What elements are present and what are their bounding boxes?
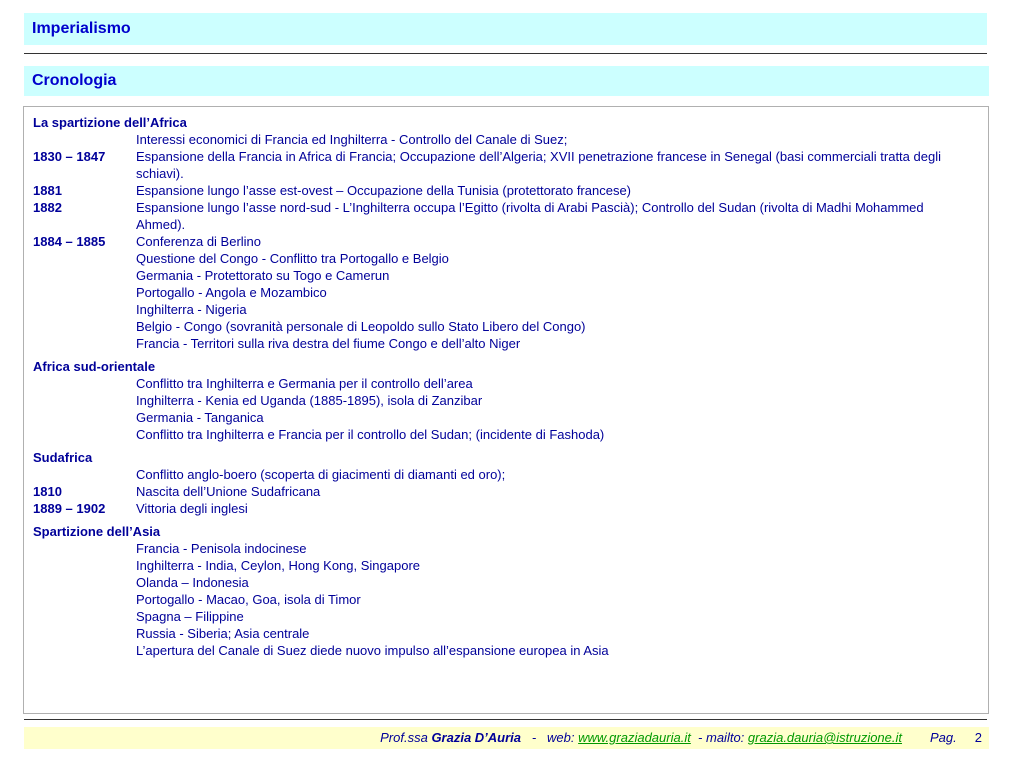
chronology-row	[33, 591, 988, 608]
row-text: Inghilterra - India, Ceylon, Hong Kong, Singapore	[136, 558, 421, 573]
row-date: 1882	[33, 200, 62, 215]
group-title: Africa sud-orientale	[33, 359, 156, 374]
chronology-row	[33, 483, 988, 500]
row-text: Belgio - Congo (sovranità personale di Leopoldo sullo Stato Libero del Congo)	[136, 319, 586, 334]
chronology-row	[33, 267, 988, 284]
footer-web-label: - web:	[521, 730, 579, 745]
row-text: Espansione della Francia in Africa di Francia; Occupazione dell’Algeria; XVII penetrazione francese in Senegal (basi commerciali tratta degli schiavi).	[136, 149, 941, 181]
chronology-row	[33, 426, 988, 443]
row-text: Germania - Tanganica	[136, 410, 264, 425]
row-date	[33, 642, 136, 659]
row-text: Questione del Congo - Conflitto tra Portogallo e Belgio	[136, 251, 449, 266]
row-date	[33, 540, 136, 557]
row-date	[33, 318, 136, 335]
row-date	[33, 267, 136, 284]
row-date	[33, 375, 136, 392]
chronology-row	[33, 500, 988, 517]
row-text: Portogallo - Macao, Goa, isola di Timor	[136, 592, 361, 607]
row-date	[33, 625, 136, 642]
footer-mail-label: - mailto:	[690, 730, 748, 745]
chronology-row	[33, 131, 988, 148]
chronology-row	[33, 199, 988, 233]
website-link[interactable]: www.graziadauria.it	[578, 730, 691, 745]
row-text: Germania - Protettorato su Togo e Camerun	[136, 268, 390, 283]
page-label: Pag.	[930, 730, 957, 745]
footer-author: Grazia D’Auria	[431, 730, 522, 745]
row-date: 1830 – 1847	[33, 149, 106, 164]
row-text: Espansione lungo l’asse est-ovest – Occupazione della Tunisia (protettorato francese)	[136, 183, 632, 198]
section-header	[24, 66, 989, 96]
row-text: Nascita dell’Unione Sudafricana	[136, 484, 321, 499]
chronology-row	[33, 148, 988, 182]
page-number: 2	[974, 730, 982, 745]
row-date	[33, 426, 136, 443]
row-date	[33, 250, 136, 267]
email-link[interactable]: grazia.dauria@istruzione.it	[747, 730, 903, 745]
row-date	[33, 409, 136, 426]
chronology-row	[33, 250, 988, 267]
row-date	[33, 335, 136, 352]
row-text: Francia - Penisola indocinese	[136, 541, 307, 556]
row-text: Inghilterra - Kenia ed Uganda (1885-1895), isola di Zanzibar	[136, 393, 483, 408]
row-text: Interessi economici di Francia ed Inghilterra - Controllo del Canale di Suez;	[136, 132, 568, 147]
row-date: 1810	[33, 484, 62, 499]
row-date	[33, 284, 136, 301]
chronology-row	[33, 409, 988, 426]
row-text: Russia - Siberia; Asia centrale	[136, 626, 310, 641]
chronology-row	[33, 318, 988, 335]
section-title: Cronologia	[32, 72, 117, 89]
row-date	[33, 392, 136, 409]
row-text: Francia - Territori sulla riva destra del fiume Congo e dell’alto Niger	[136, 336, 521, 351]
chronology-row	[33, 557, 988, 574]
row-text: Conflitto tra Inghilterra e Germania per il controllo dell’area	[136, 376, 473, 391]
row-text: Conflitto tra Inghilterra e Francia per il controllo del Sudan; (incidente di Fashoda)	[136, 427, 605, 442]
row-text: Espansione lungo l’asse nord-sud - L’Inghilterra occupa l’Egitto (rivolta di Arabi Pascià); Controllo del Sudan (rivolta di Madhi Mohammed Ahmed).	[136, 200, 924, 232]
row-date	[33, 574, 136, 591]
footer	[24, 727, 989, 749]
chronology-group	[33, 358, 988, 443]
row-text: Portogallo - Angola e Mozambico	[136, 285, 327, 300]
chronology-row	[33, 466, 988, 483]
header-divider	[24, 53, 987, 54]
row-date	[33, 557, 136, 574]
row-text: Conflitto anglo-boero (scoperta di giacimenti di diamanti ed oro);	[136, 467, 506, 482]
chronology-box	[23, 106, 989, 714]
chronology-group	[33, 523, 988, 659]
chronology-row	[33, 335, 988, 352]
group-title: Spartizione dell’Asia	[33, 524, 161, 539]
chronology-group	[33, 114, 988, 352]
row-date: 1881	[33, 183, 62, 198]
row-date	[33, 466, 136, 483]
row-text: Vittoria degli inglesi	[136, 501, 248, 516]
row-text: Inghilterra - Nigeria	[136, 302, 247, 317]
row-text: Olanda – Indonesia	[136, 575, 249, 590]
chronology-row	[33, 608, 988, 625]
row-date: 1889 – 1902	[33, 501, 106, 516]
group-title: La spartizione dell’Africa	[33, 115, 187, 130]
group-title: Sudafrica	[33, 450, 93, 465]
row-text: Conferenza di Berlino	[136, 234, 262, 249]
chronology-row	[33, 182, 988, 199]
chronology-row	[33, 233, 988, 250]
chronology-row	[33, 301, 988, 318]
page-header	[24, 13, 987, 45]
page-title: Imperialismo	[32, 20, 131, 37]
row-date: 1884 – 1885	[33, 234, 106, 249]
chronology-row	[33, 392, 988, 409]
chronology-row	[33, 625, 988, 642]
row-text: Spagna – Filippine	[136, 609, 244, 624]
footer-prefix: Prof.ssa	[380, 730, 432, 745]
row-date	[33, 131, 136, 148]
chronology-row	[33, 375, 988, 392]
chronology-row	[33, 284, 988, 301]
footer-divider	[24, 719, 987, 720]
row-date	[33, 301, 136, 318]
row-date	[33, 591, 136, 608]
chronology-row	[33, 574, 988, 591]
row-date	[33, 608, 136, 625]
row-text: L’apertura del Canale di Suez diede nuovo impulso all’espansione europea in Asia	[136, 643, 609, 658]
chronology-row	[33, 540, 988, 557]
chronology-row	[33, 642, 988, 659]
chronology-group	[33, 449, 988, 517]
